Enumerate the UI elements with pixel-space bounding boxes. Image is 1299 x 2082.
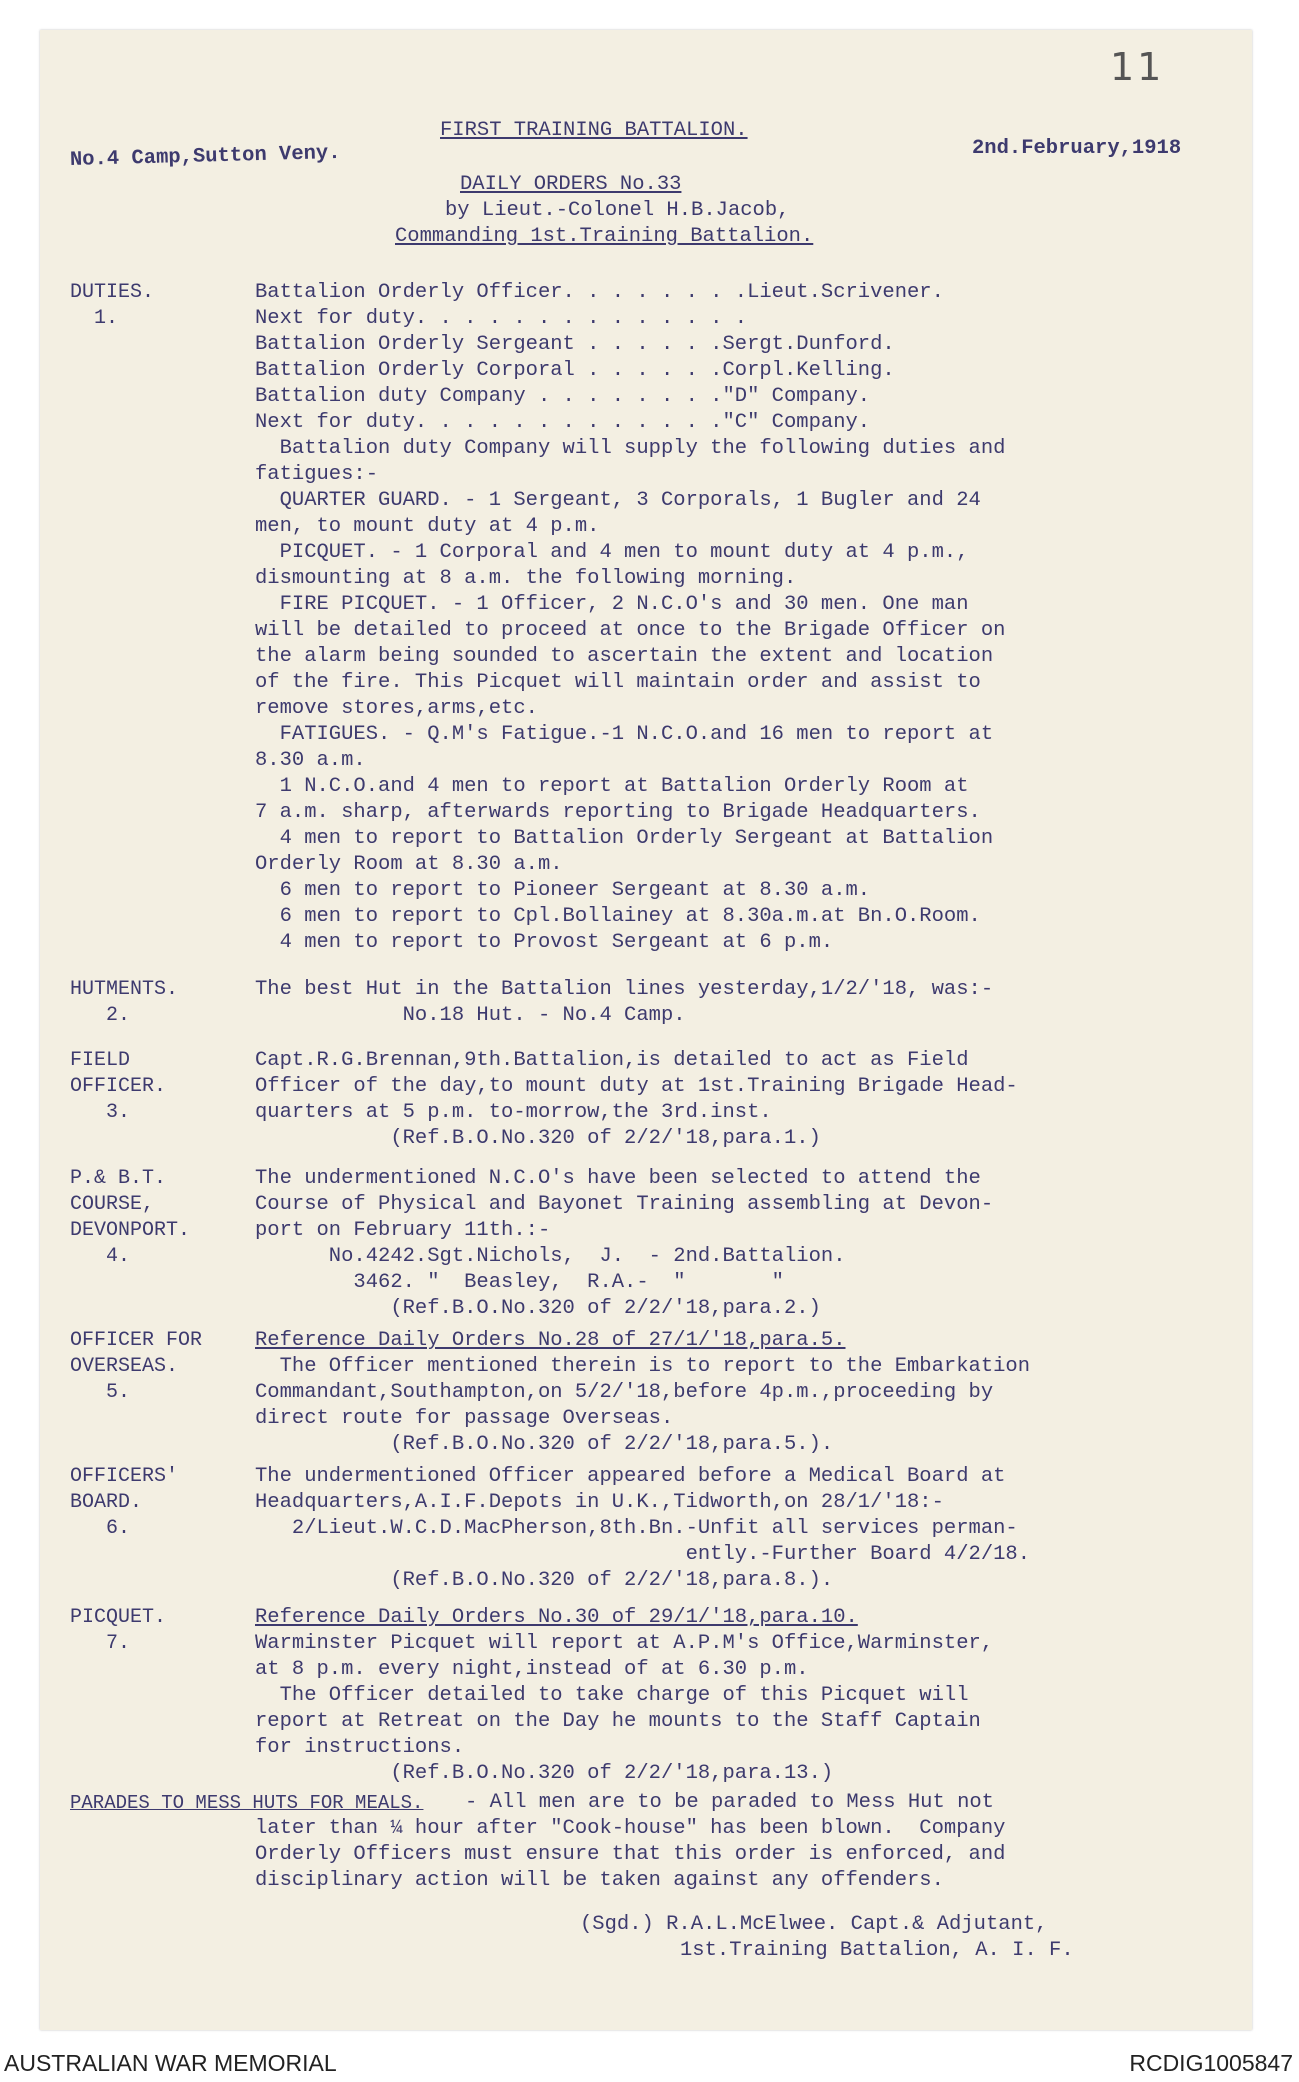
order-line: Warminster Picquet will report at A.P.M's Office,Warminster, <box>255 1632 994 1655</box>
order-line: - All men are to be paraded to Mess Hut not <box>465 1791 994 1814</box>
section-body <box>255 1790 1245 1894</box>
order-line: quarters at 5 p.m. to-morrow,the 3rd.inst. <box>255 1101 772 1124</box>
camp-location: No.4 Camp,Sutton Veny. <box>69 141 341 172</box>
order-line: No.18 Hut. - No.4 Camp. <box>255 1004 686 1027</box>
order-line: of the fire. This Picquet will maintain order and assist to <box>255 671 981 694</box>
order-line: Battalion duty Company will supply the following duties and <box>255 437 1006 460</box>
order-line: The undermentioned N.C.O's have been selected to attend the <box>255 1167 981 1190</box>
section-body <box>255 1328 1245 1458</box>
order-line: remove stores,arms,etc. <box>255 697 538 720</box>
signature-line: (Sgd.) R.A.L.McElwee. Capt.& Adjutant, <box>580 1913 1048 1936</box>
section-label: OFFICERS' BOARD. 6. <box>70 1465 179 1540</box>
section-label: DUTIES. 1. <box>70 281 155 330</box>
order-line: (Ref.B.O.No.320 of 2/2/'18,para.2.) <box>255 1297 821 1320</box>
order-line: the alarm being sounded to ascertain the extent and location <box>255 645 994 668</box>
order-line: Capt.R.G.Brennan,9th.Battalion,is detailed to act as Field <box>255 1049 969 1072</box>
order-line: Next for duty. . . . . . . . . . . . . . <box>255 307 748 330</box>
order-line: Headquarters,A.I.F.Depots in U.K.,Tidworth,on 28/1/'18:- <box>255 1491 944 1514</box>
order-line: report at Retreat on the Day he mounts to the Staff Captain <box>255 1710 981 1733</box>
section-label: HUTMENTS. 2. <box>70 978 179 1027</box>
section-label: P.& B.T. COURSE, DEVONPORT. 4. <box>70 1167 191 1268</box>
order-line: Battalion duty Company . . . . . . . ."D" Company. <box>255 385 871 408</box>
order-line: disciplinary action will be taken against any offenders. <box>255 1869 944 1892</box>
order-line: FIRE PICQUET. - 1 Officer, 2 N.C.O's and 30 men. One man <box>255 593 969 616</box>
order-line: Next for duty. . . . . . . . . . . . ."C" Company. <box>255 411 871 434</box>
order-line: Battalion Orderly Sergeant . . . . . .Sergt.Dunford. <box>255 333 895 356</box>
section-body <box>255 1166 1245 1322</box>
order-line: Battalion Orderly Officer. . . . . . . .Lieut.Scrivener. <box>255 281 944 304</box>
order-line: (Ref.B.O.No.320 of 2/2/'18,para.8.). <box>255 1569 834 1592</box>
section-label: PARADES TO MESS HUTS FOR MEALS. <box>70 1792 424 1814</box>
order-line: port on February 11th.:- <box>255 1219 551 1242</box>
handwritten-annotation: 11 <box>1110 45 1165 89</box>
section-label: PICQUET. 7. <box>70 1606 167 1655</box>
order-line: Commandant,Southampton,on 5/2/'18,before 4p.m.,proceeding by <box>255 1381 994 1404</box>
order-line: men, to mount duty at 4 p.m. <box>255 515 600 538</box>
issued-by: by Lieut.-Colonel H.B.Jacob, <box>445 199 790 222</box>
order-line: Officer of the day,to mount duty at 1st.Training Brigade Head- <box>255 1075 1018 1098</box>
section-body <box>255 1464 1245 1594</box>
orders-number: DAILY ORDERS No.33 <box>460 173 682 196</box>
archive-id: RCDIG1005847 <box>1129 2050 1293 2076</box>
order-line: later than ¼ hour after "Cook-house" has been blown. Company <box>255 1817 1006 1840</box>
order-line: Reference Daily Orders No.28 of 27/1/'18,para.5. <box>255 1329 846 1352</box>
section-body <box>255 977 1245 1029</box>
order-line: (Ref.B.O.No.320 of 2/2/'18,para.1.) <box>255 1127 821 1150</box>
section-body <box>255 1605 1245 1787</box>
order-line: No.4242.Sgt.Nichols, J. - 2nd.Battalion. <box>255 1245 846 1268</box>
order-line: The Officer detailed to take charge of this Picquet will <box>255 1684 969 1707</box>
order-line: 6 men to report to Cpl.Bollainey at 8.30a.m.at Bn.O.Room. <box>255 905 981 928</box>
section-body <box>255 280 1245 956</box>
order-line: Battalion Orderly Corporal . . . . . .Corpl.Kelling. <box>255 359 895 382</box>
order-line: PICQUET. - 1 Corporal and 4 men to mount duty at 4 p.m., <box>255 541 969 564</box>
order-line: 1 N.C.O.and 4 men to report at Battalion Orderly Room at <box>255 775 969 798</box>
document-page <box>40 30 1252 2030</box>
signature-unit: 1st.Training Battalion, A. I. F. <box>680 1939 1074 1962</box>
order-line: The undermentioned Officer appeared before a Medical Board at <box>255 1465 1006 1488</box>
order-line: The best Hut in the Battalion lines yesterday,1/2/'18, was:- <box>255 978 994 1001</box>
order-date: 2nd.February,1918 <box>972 137 1182 160</box>
order-line: dismounting at 8 a.m. the following morning. <box>255 567 797 590</box>
section-label: OFFICER FOR OVERSEAS. 5. <box>70 1329 203 1404</box>
order-line: (Ref.B.O.No.320 of 2/2/'18,para.13.) <box>255 1762 834 1785</box>
order-line: Course of Physical and Bayonet Training assembling at Devon- <box>255 1193 994 1216</box>
order-line: ently.-Further Board 4/2/18. <box>255 1543 1031 1566</box>
order-line: fatigues:- <box>255 463 379 486</box>
commanding-officer: Commanding 1st.Training Battalion. <box>395 225 814 248</box>
order-line: The Officer mentioned therein is to report to the Embarkation <box>255 1355 1031 1378</box>
order-line: 4 men to report to Provost Sergeant at 6 p.m. <box>255 931 834 954</box>
order-line: 7 a.m. sharp, afterwards reporting to Brigade Headquarters. <box>255 801 981 824</box>
order-line: (Ref.B.O.No.320 of 2/2/'18,para.5.). <box>255 1433 834 1456</box>
order-line: direct route for passage Overseas. <box>255 1407 674 1430</box>
order-line: Orderly Officers must ensure that this order is enforced, and <box>255 1843 1006 1866</box>
order-line: 4 men to report to Battalion Orderly Sergeant at Battalion <box>255 827 994 850</box>
order-line: at 8 p.m. every night,instead of at 6.30 p.m. <box>255 1658 809 1681</box>
order-line: Orderly Room at 8.30 a.m. <box>255 853 563 876</box>
order-line: QUARTER GUARD. - 1 Sergeant, 3 Corporals, 1 Bugler and 24 <box>255 489 981 512</box>
archive-credit: AUSTRALIAN WAR MEMORIAL <box>4 2050 337 2076</box>
order-line: 3462. " Beasley, R.A.- " " <box>255 1271 784 1294</box>
order-line: 2/Lieut.W.C.D.MacPherson,8th.Bn.-Unfit all services perman- <box>255 1517 1018 1540</box>
battalion-title: FIRST TRAINING BATTALION. <box>440 119 748 142</box>
section-body <box>255 1048 1245 1152</box>
order-line: 6 men to report to Pioneer Sergeant at 8.30 a.m. <box>255 879 871 902</box>
order-line: 8.30 a.m. <box>255 749 366 772</box>
order-line: will be detailed to proceed at once to the Brigade Officer on <box>255 619 1006 642</box>
order-line: for instructions. <box>255 1736 465 1759</box>
order-line: FATIGUES. - Q.M's Fatigue.-1 N.C.O.and 16 men to report at <box>255 723 994 746</box>
order-line: Reference Daily Orders No.30 of 29/1/'18,para.10. <box>255 1606 858 1629</box>
section-label: FIELD OFFICER. 3. <box>70 1049 167 1124</box>
